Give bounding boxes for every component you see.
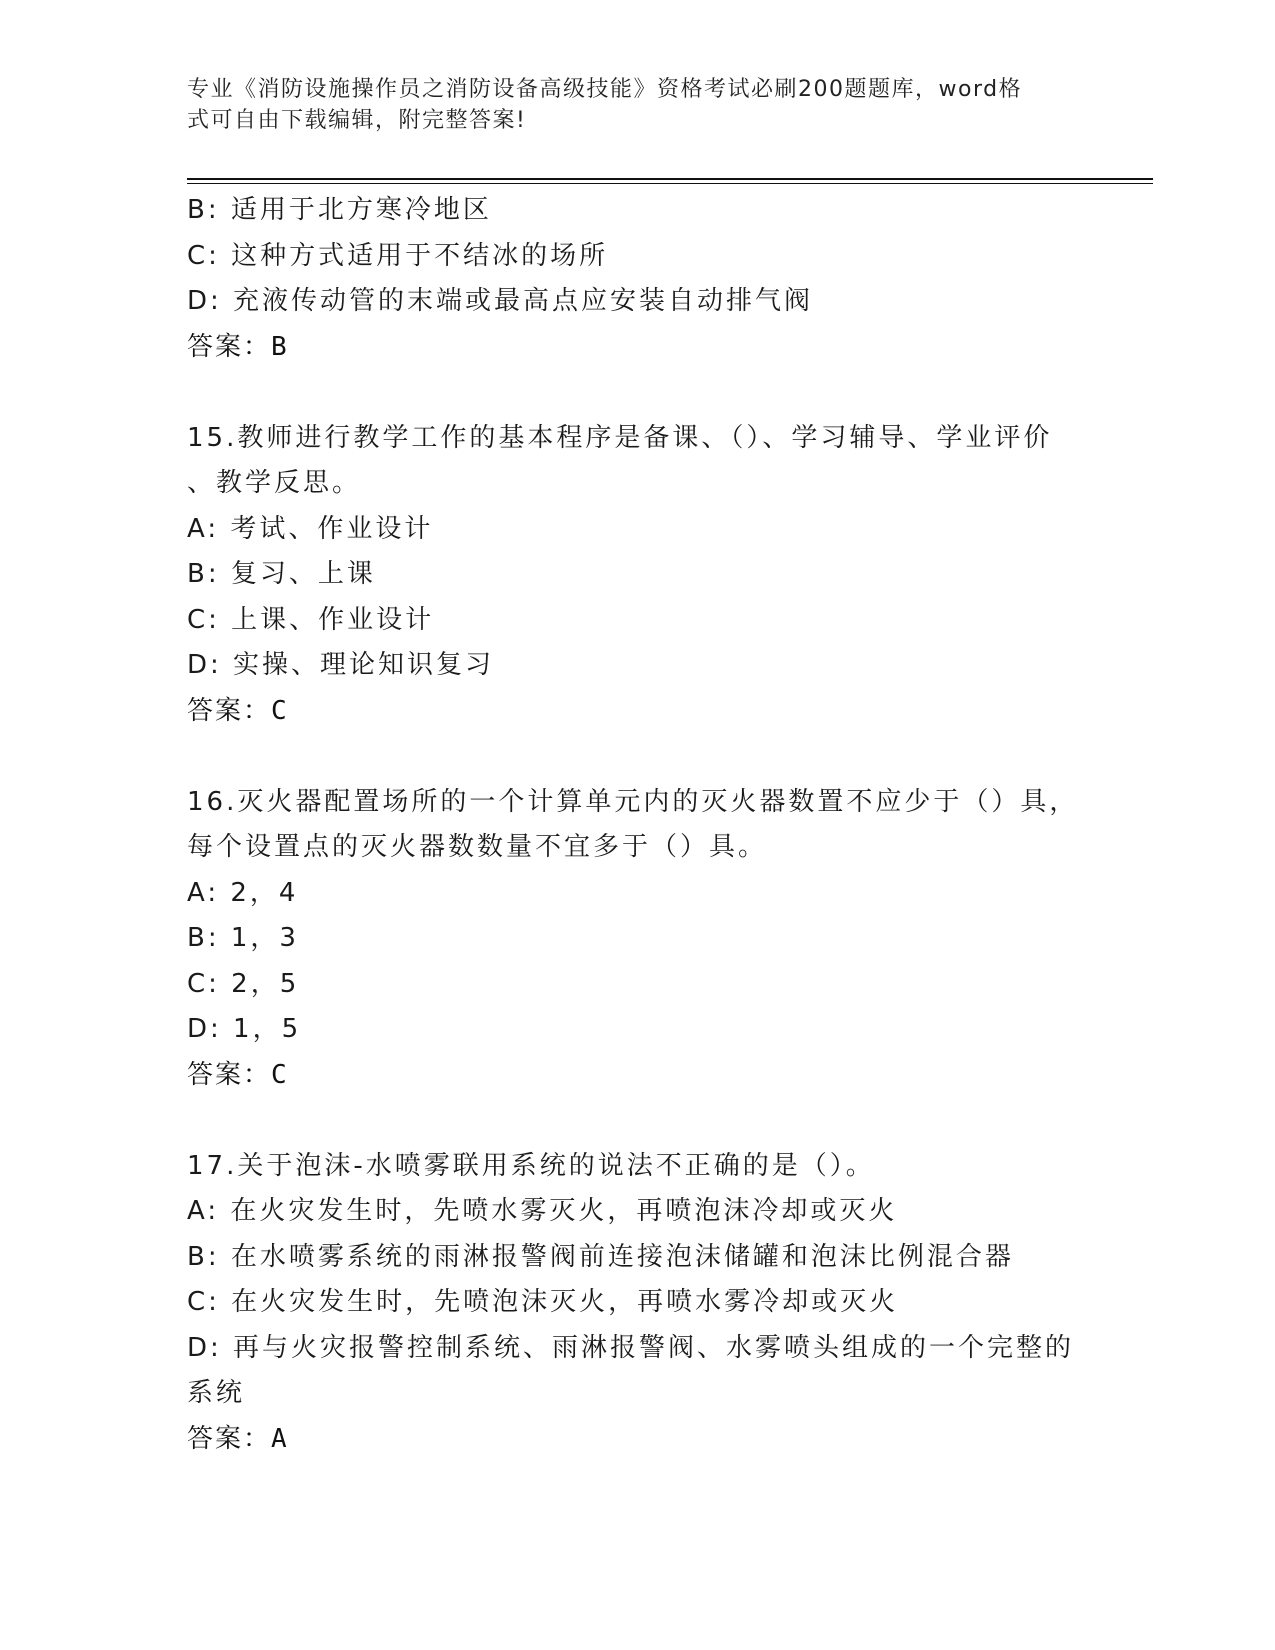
spacer	[187, 370, 1087, 416]
question-block-16	[187, 780, 1087, 1099]
header-divider-thin	[187, 183, 1153, 184]
question-block-15	[187, 416, 1087, 735]
option-d: D: 再与火灾报警控制系统、雨淋报警阀、水雾喷头组成的一个完整的	[187, 1332, 1075, 1363]
answer-line	[187, 689, 1087, 735]
answer-line	[187, 1053, 1087, 1099]
question-block-17	[187, 1144, 1087, 1463]
question-stem: 17.关于泡沫-水喷雾联用系统的说法不正确的是（）。	[187, 1150, 875, 1181]
option-c: C: 2，5	[187, 968, 300, 999]
option-d-continuation: 系统	[187, 1378, 246, 1408]
document-header	[187, 74, 1087, 136]
question-list	[187, 188, 1087, 1462]
spacer	[187, 1098, 1087, 1144]
header-line-1: 专业《消防设施操作员之消防设备高级技能》资格考试必刷200题题库，word格	[187, 77, 1023, 102]
answer-value: A	[271, 1423, 289, 1454]
question-stem-line-2: 、教学反思。	[187, 468, 362, 498]
option-c: C: 在火灾发生时，先喷泡沫灭火，再喷水雾冷却或灭火	[187, 1287, 899, 1317]
question-block-14	[187, 188, 1087, 370]
option-a: A: 考试、作业设计	[187, 513, 434, 544]
answer-label: 答案：	[187, 1059, 272, 1090]
option-d: D: 1，5	[187, 1014, 302, 1044]
spacer	[187, 734, 1087, 780]
option-d: D: 充液传动管的末端或最高点应安装自动排气阀	[187, 286, 814, 316]
header-line-2: 式可自由下载编辑，附完整答案!	[187, 108, 527, 133]
question-stem-line-1: 16.灭火器配置场所的一个计算单元内的灭火器数置不应少于（）具，	[187, 786, 1079, 817]
question-stem-line-1: 15.教师进行教学工作的基本程序是备课、（）、学习辅导、学业评价	[187, 422, 1053, 453]
header-divider-thick	[187, 178, 1153, 180]
option-a: A: 2，4	[187, 877, 299, 908]
option-c: C: 这种方式适用于不结冰的场所	[187, 240, 609, 271]
answer-value: B	[271, 331, 289, 362]
answer-label: 答案：	[187, 331, 272, 362]
answer-label: 答案：	[187, 695, 272, 726]
option-a: A: 在火灾发生时，先喷水雾灭火，再喷泡沫冷却或灭火	[187, 1196, 898, 1226]
question-stem-line-2: 每个设置点的灭火器数数量不宜多于（）具。	[187, 832, 768, 862]
answer-line	[187, 1417, 1087, 1463]
option-c: C: 上课、作业设计	[187, 604, 435, 635]
option-d: D: 实操、理论知识复习	[187, 650, 495, 680]
option-b: B: 1，3	[187, 923, 299, 953]
option-b: B: 复习、上课	[187, 559, 376, 589]
answer-label: 答案：	[187, 1423, 272, 1454]
answer-line	[187, 325, 1087, 371]
option-b: B: 在水喷雾系统的雨淋报警阀前连接泡沫储罐和泡沫比例混合器	[187, 1241, 1014, 1272]
option-b: B: 适用于北方寒冷地区	[187, 195, 492, 225]
answer-value: C	[271, 695, 289, 726]
answer-value: C	[271, 1059, 289, 1090]
